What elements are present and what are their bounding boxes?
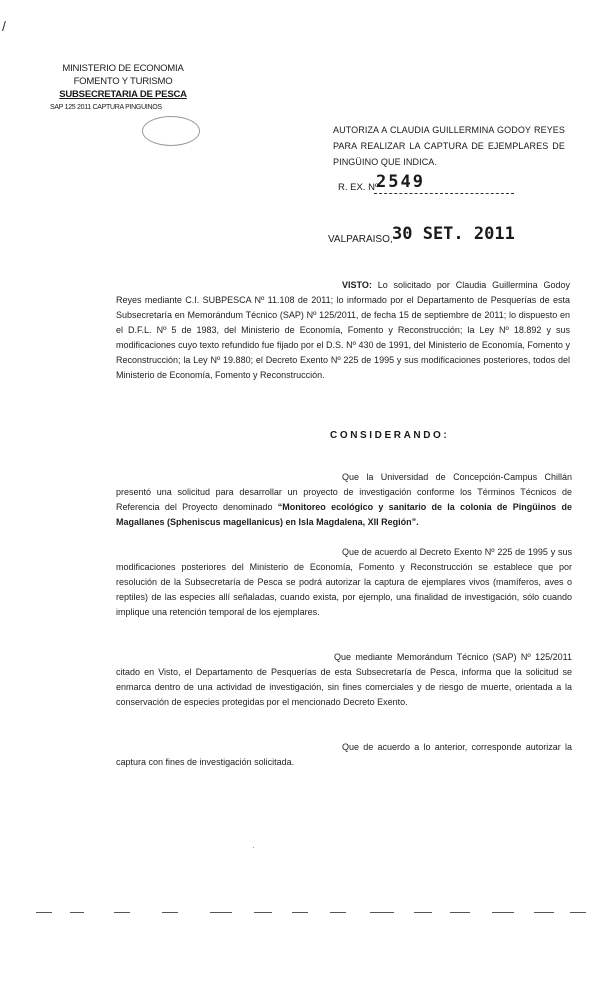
document-reference: SAP 125 2011 CAPTURA PINGUINOS xyxy=(50,104,162,111)
resolution-subject: AUTORIZA A CLAUDIA GUILLERMINA GODOY REYES PARA REALIZAR LA CAPTURA DE EJEMPLARES DE PINGÜINO QUE INDICA. xyxy=(333,125,565,167)
visto-paragraph xyxy=(116,278,570,383)
resolution-number-block xyxy=(338,170,568,198)
dateline-date: 30 SET. 2011 xyxy=(392,224,515,244)
considerando-paragraph-4: Que de acuerdo a lo anterior, corresponde autorizar la captura con fines de investigación solicitada. xyxy=(116,742,572,767)
project-title: “Monitoreo ecológico y sanitario de la colonia de Pingüinos de Magallanes (Spheniscus magellanicus) en Isla Magdalena, XII Región”. xyxy=(116,502,572,527)
dateline-city: VALPARAISO, xyxy=(328,234,393,245)
considerando-paragraph-1 xyxy=(116,470,572,530)
considerando-paragraph-3: Que mediante Memorándum Técnico (SAP) Nº 125/2011 citado en Visto, el Departamento de Pesquerías de esta Subsecretaría de Pesca, informa que la solicitud se enmarca dentro de una actividad de investigación, sin fines comerciales y de riesgo de muerte, orientada a la conservación de especies protegidas por el mencionado Decreto Exento. xyxy=(116,652,572,707)
p1-text: Que la Universidad de Concepción-Campus Chillán presentó una solicitud para desarrollar un proyecto de investigación conforme los Términos Técnicos de Referencia del Proyecto denominado xyxy=(116,472,572,512)
resolution-number-underline xyxy=(374,193,514,194)
considerando-paragraph-2: Que de acuerdo al Decreto Exento Nº 225 de 1995 y sus modificaciones posteriores del Ministerio de Economía, Fomento y Reconstrucción se establece que por resolución de la Subsecretaría de Pesca se podrá autorizar la captura de ejemplares vivos (mamíferos, aves o reptiles) de las especies allí señaladas, cuando exista, por ejemplo, una finalidad de investigación, sólo cuando implique una retención temporal de los ejemplares. xyxy=(116,547,572,617)
ministry-line-1: MINISTERIO DE ECONOMIA xyxy=(62,63,184,74)
resolution-number: 2549 xyxy=(376,172,425,192)
official-stamp xyxy=(142,116,200,146)
ministry-header xyxy=(50,62,188,114)
scan-speck: · xyxy=(252,842,255,852)
subsecretaria-line: SUBSECRETARIA DE PESCA xyxy=(59,89,187,100)
corner-mark: / xyxy=(2,18,6,34)
footer-dash-line xyxy=(30,902,590,922)
visto-text: Lo solicitado por Claudia Guillermina Godoy Reyes mediante C.I. SUBPESCA Nº 11.108 de 2011; lo informado por el Departamento de Pesquerías de esta Subsecretaría en Memorándum Técnico (SAP) Nº 125/2011, de fecha 15 de septiembre de 2011; lo dispuesto en el D.F.L. Nº 5 de 1983, del Ministerio de Economía, Fomento y Reconstrucción; la Ley Nº 18.892 y sus modificaciones cuyo texto refundido fue fijado por el D.S. Nº 430 de 1991, del Ministerio de Economía, Fomento y Reconstrucción; la Ley Nº 19.880; el Decreto Exento Nº 225 de 1995 y sus modificaciones posteriores, todos del Ministerio de Economía, Fomento y Reconstrucción. xyxy=(116,280,570,380)
considerando-heading: CONSIDERANDO: xyxy=(330,430,450,441)
resolution-number-label: R. EX. Nº xyxy=(338,182,379,193)
visto-lead: VISTO: xyxy=(342,280,372,290)
ministry-line-2: FOMENTO Y TURISMO xyxy=(73,76,173,87)
